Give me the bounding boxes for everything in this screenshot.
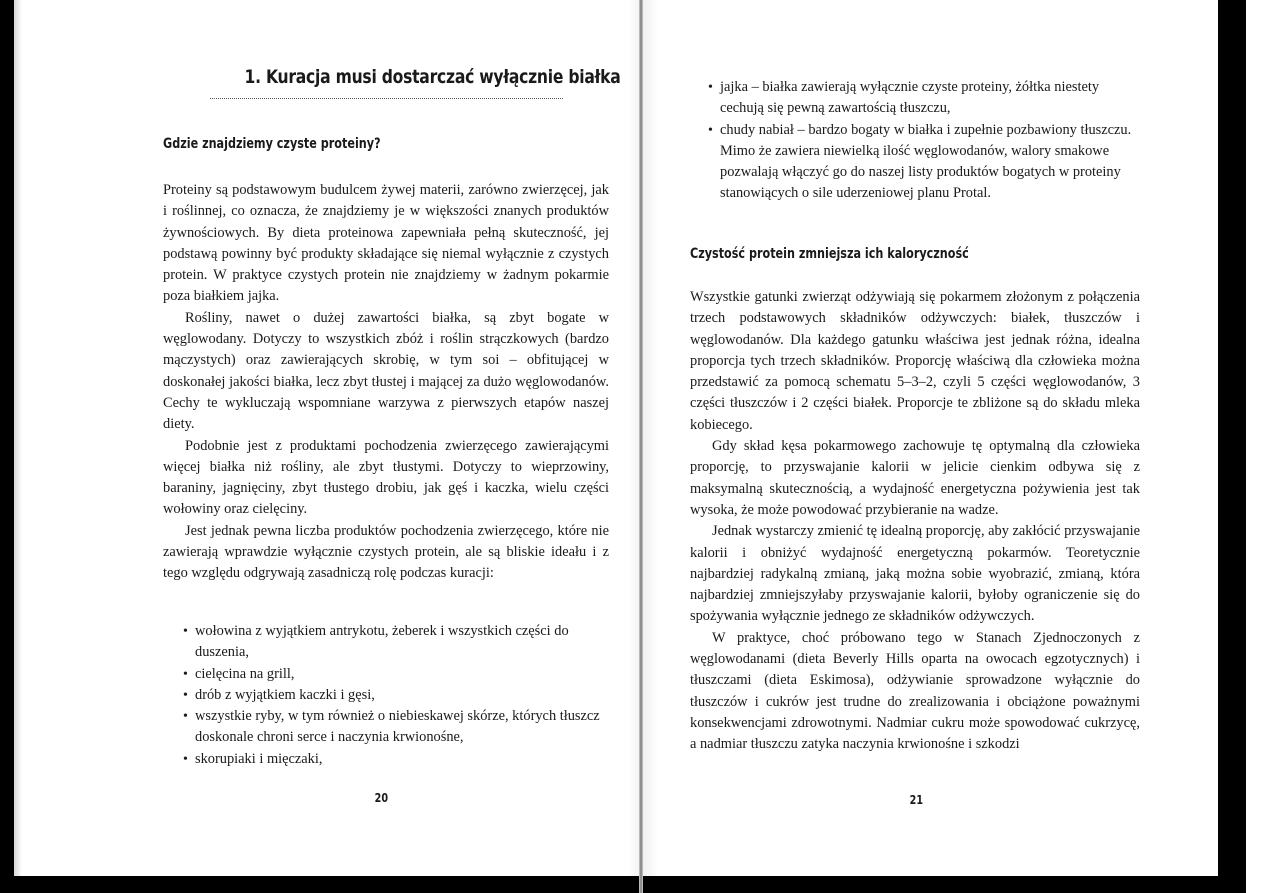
bullet-marker: • [183,666,188,682]
list-item: • skorupiaki i mięczaki, [183,749,609,770]
paragraph: Rośliny, nawet o dużej zawartości białka, są zbyt bogate w węglowodany. Dotyczy to wszystkich zbóż i roślin strączkowych (bardzo mączystych) oraz zawierających skrobię, w tym soi – obfitującej w doskonałej jakości białka, lecz zbyt tłustej i mającej za dużo węglowodanów. Cechy te wykluczają wspomniane warzywa z pierwszych etapów naszej diety. [163,309,609,433]
section-heading-protein-purity: Czystość protein zmniejsza ich kaloryczność [690,246,969,262]
list-item: • wołowina z wyjątkiem antrykotu, żeberek i wszystkich części do duszenia, [183,623,569,661]
paragraph: Wszystkie gatunki zwierząt odżywiają się pokarmem złożonym z połączenia trzech podstawowych składników odżywczych: białek, tłuszczów i węglowodanów. Dla każdego gatunku właściwa jest jednak różna, idealna proporcja tych trzech składników. Proporcję właściwą dla człowieka można przedstawić za pomocą schematu 5–3–2, czyli 5 części węglowodanów, 3 części tłuszczów i 2 części białek. Proporcje te zbliżone są do składu mleka kobiecego. [690,289,1140,433]
list-item: • wszystkie ryby, w tym również o niebieskawej skórze, których tłuszcz doskonale chroni serce i naczynia krwionośne, [183,708,600,746]
page-edge-shading [14,0,22,876]
list-item: • drób z wyjątkiem kaczki i gęsi, [183,685,609,706]
page-number-left: 20 [374,791,389,805]
paragraph: Gdy skład kęsa pokarmowego zachowuje tę optymalną dla człowieka proporcję, to przyswajanie kalorii w jelicie cienkim odbywa się z maksymalną skutecznością, a wydajność energetyczna pożywienia jest tak wysoka, że może powodować przybieranie na wadze. [690,438,1140,518]
bullet-marker: • [183,751,188,767]
right-bullet-list [708,77,1140,205]
section-heading-pure-proteins: Gdzie znajdziemy czyste proteiny? [163,136,381,152]
paragraph: Jest jednak pewna liczba produktów pochodzenia zwierzęcego, które nie zawierają wprawdzie wyłącznie czystych protein, ale są bliskie ideału i z tego względu odgrywają zasadniczą rolę podczas kuracji: [163,522,609,582]
page-number-right: 21 [909,793,924,807]
list-item: • cielęcina na grill, [183,664,609,685]
paragraph: Proteiny są podstawowym budulcem żywej materii, zarówno zwierzęcej, jak i roślinnej, co oznacza, że znajdziemy je w większości znanych produktów żywnościowych. By dieta proteinowa zapewniała pełną skuteczność, jej podstawą powinny być produkty składające się niemal wyłącznie z czystych protein. W praktyce czystych protein nie znajdziemy w żadnym pokarmie poza białkiem jajka. [163,182,609,305]
bullet-marker: • [183,687,188,703]
book-spine [639,0,643,893]
chapter-title: 1. Kuracja musi dostarczać wyłącznie białka [244,66,621,88]
list-item: • chudy nabiał – bardzo bogaty w białka i zupełnie pozbawiony tłuszczu. Mimo że zawiera niewielką ilość węglowodanów, walory smakowe pozwalają włączyć go do naszej listy produktów bogatych w proteiny stanowiących o sile uderzeniowej planu Protal. [708,121,1132,202]
paragraph: Podobnie jest z produktami pochodzenia zwierzęcego zawierającymi więcej białka niż rośliny, ale zbyt tłustymi. Dotyczy to wieprzowiny, baraniny, jagnięciny, zbyt tłustego drobiu, jak gęś i kaczka, wielu części wołowiny oraz cielęciny. [163,437,609,518]
left-bullet-list [183,621,609,770]
bullet-marker: • [183,709,188,725]
title-dotted-rule [210,98,563,99]
bullet-marker: • [708,122,713,138]
book-gutter-shadow [628,0,658,893]
bullet-marker: • [183,624,188,639]
scan-bottom-border [14,876,1218,893]
paragraph: W praktyce, choć próbowano tego w Stanach Zjednoczonych z węglowodanami (dieta Beverly Hills oparta na owocach egzotycznych) i tłuszczami (dieta Eskimosa), odżywianie sprowadzone wyłącznie do tłuszczów i cukrów jest trudne do zrealizowania i obciążone poważnymi konsekwencjami zdrowotnymi. Nadmiar cukru może spowodować cukrzycę, a nadmiar tłuszczu zatyka naczynia krwionośne i szkodzi [690,629,1140,753]
scan-left-border [0,0,14,893]
right-body-text [690,287,1140,756]
list-item: • jajka – białka zawierają wyłącznie czyste proteiny, żółtka niestety cechują się pewną zawartością tłuszczu, [708,79,1100,117]
scan-right-margin [1246,0,1262,893]
left-body-text [163,180,609,585]
bullet-marker: • [708,80,713,95]
paragraph: Jednak wystarczy zmienić tę idealną proporcję, aby zakłócić przyswajanie kalorii i obniżyć wydajność energetyczną pokarmów. Teoretycznie najbardziej radykalną zmianą, jaką można sobie wyobrazić, zmianą, która najbardziej zmniejszyłaby przyswajanie kalorii, byłoby ograniczenie się do spożywania wyłącznie jednego ze składników odżywczych. [690,523,1140,625]
